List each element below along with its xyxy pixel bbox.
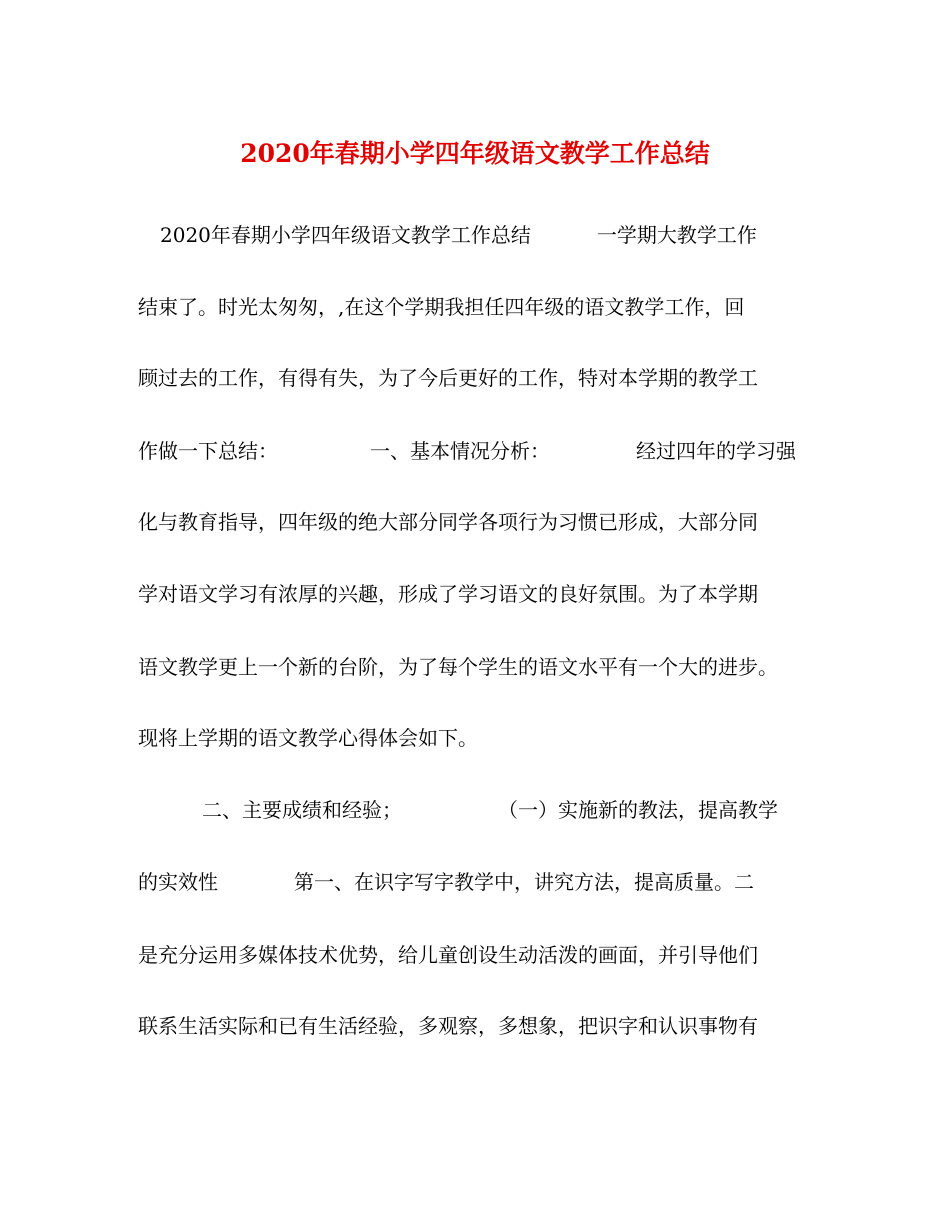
paragraph-line-7 [138,650,778,684]
paragraph-line-1 [138,218,757,252]
document-title: 2020年春期小学四年级语文教学工作总结 [240,139,710,168]
paragraph-line-11 [138,938,758,972]
section-heading: 二、主要成绩和经验； [202,798,402,822]
text-segment: 顾过去的工作，有得有失，为了今后更好的工作，特对本学期的教学工 [138,366,758,390]
section-heading: 一、基本情况分析： [370,439,550,463]
paragraph-line-12 [138,1009,758,1043]
text-segment: 经过四年的学习强 [636,439,796,463]
paragraph-line-5 [138,505,758,539]
text-segment: 第一、在识字写字教学中，讲究方法，提高质量。二 [294,870,754,894]
paragraph-line-10 [138,865,754,899]
paragraph-line-6 [138,577,758,611]
text-segment: 一学期大教学工作 [596,223,757,247]
text-segment: 语文教学更上一个新的台阶，为了每个学生的语文水平有一个大的进步。 [138,655,778,679]
text-segment: 学对语文学习有浓厚的兴趣，形成了学习语文的良好氛围。为了本学期 [138,582,758,606]
paragraph-line-2 [138,290,744,324]
paragraph-line-4 [138,434,796,468]
text-segment: 联系生活实际和已有生活经验，多观察，多想象，把识字和认识事物有 [138,1014,758,1038]
paragraph-line-9 [138,793,778,827]
text-segment: （一）实施新的教法，提高教学 [498,798,778,822]
text-segment: 的实效性 [138,870,218,894]
text-segment: 作做一下总结： [138,439,278,463]
paragraph-line-8 [138,721,478,755]
text-segment: 2020年春期小学四年级语文教学工作总结 [160,223,531,247]
text-segment: 化与教育指导，四年级的绝大部分同学各项行为习惯已形成，大部分同 [138,510,758,534]
paragraph-line-3 [138,361,758,395]
text-segment: 现将上学期的语文教学心得体会如下。 [138,726,478,750]
text-segment: 是充分运用多媒体技术优势，给儿童创设生动活泼的画面，并引导他们 [138,943,758,967]
text-segment: 结束了。时光太匆匆，,在这个学期我担任四年级的语文教学工作，回 [138,295,745,319]
